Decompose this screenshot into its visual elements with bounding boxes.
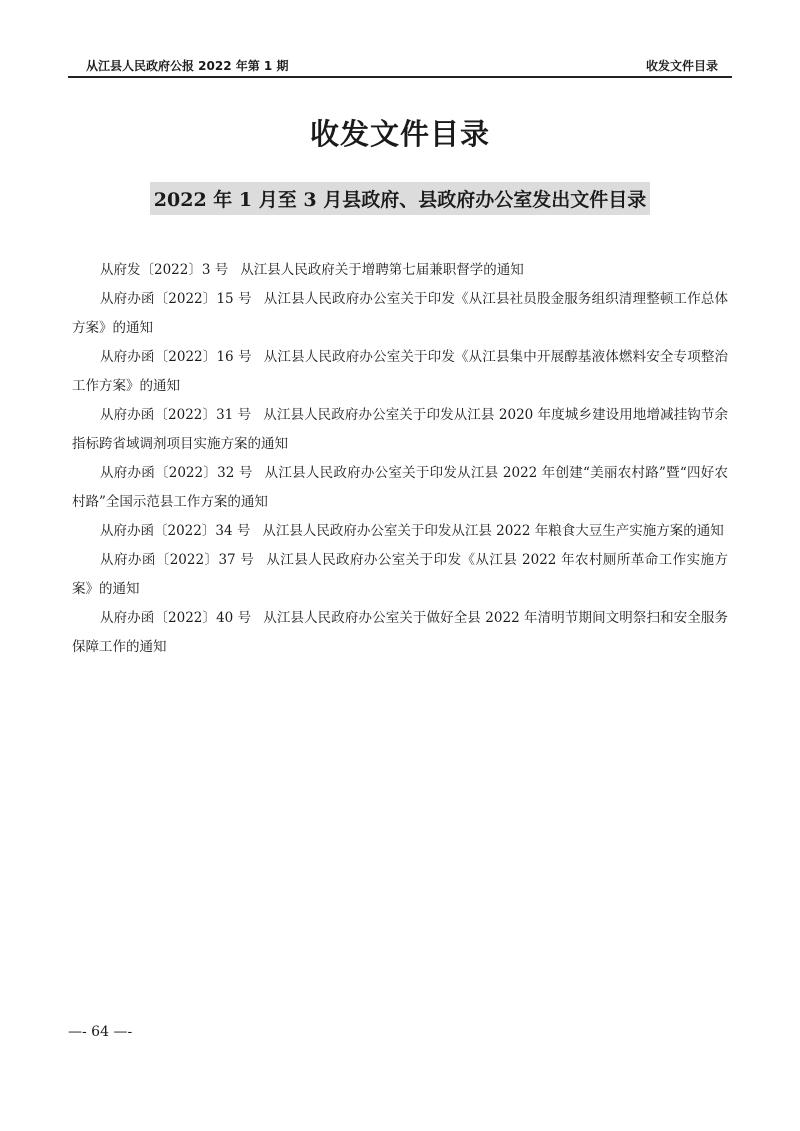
document-title: 从江县人民政府办公室关于印发从江县 2022 年创建“美丽农村路”暨“四好农村路”全国示范县工作方案的通知 <box>72 465 728 510</box>
document-number: 从府办函〔2022〕32 号 <box>100 465 253 481</box>
document-title: 从江县人民政府办公室关于做好全县 2022 年清明节期间文明祭扫和安全服务保障工作的通知 <box>72 610 728 655</box>
document-title: 从江县人民政府办公室关于印发《从江县社员股金服务组织清理整顿工作总体方案》的通知 <box>72 291 729 336</box>
document-list <box>72 256 728 662</box>
subtitle-container <box>0 182 800 215</box>
list-item <box>72 546 728 604</box>
document-title: 从江县人民政府办公室关于印发《从江县 2022 年农村厕所革命工作实施方案》的通知 <box>72 552 728 597</box>
document-number: 从府办函〔2022〕16 号 <box>100 349 252 365</box>
document-number: 从府办函〔2022〕15 号 <box>100 291 252 307</box>
page-number: —- 64 —- <box>68 1024 133 1040</box>
document-number: 从府办函〔2022〕31 号 <box>100 407 252 423</box>
document-title: 从江县人民政府关于增聘第七届兼职督学的通知 <box>240 262 524 278</box>
list-item <box>72 285 728 343</box>
list-item <box>72 459 728 517</box>
document-title: 从江县人民政府办公室关于印发从江县 2022 年粮食大豆生产实施方案的通知 <box>262 523 724 539</box>
document-number: 从府办函〔2022〕34 号 <box>100 523 251 539</box>
list-item <box>72 343 728 401</box>
document-number: 从府办函〔2022〕37 号 <box>100 552 255 568</box>
list-item <box>72 256 728 285</box>
document-title: 从江县人民政府办公室关于印发《从江县集中开展醇基液体燃料安全专项整治工作方案》的通知 <box>72 349 729 394</box>
list-item <box>72 604 728 662</box>
document-title: 从江县人民政府办公室关于印发从江县 2020 年度城乡建设用地增减挂钩节余指标跨省域调剂项目实施方案的通知 <box>72 407 728 452</box>
header-section: 收发文件目录 <box>645 59 718 73</box>
header-publication: 从江县人民政府公报 2022 年第 1 期 <box>86 59 289 73</box>
document-number: 从府发〔2022〕3 号 <box>100 262 229 278</box>
running-header <box>68 56 732 78</box>
document-number: 从府办函〔2022〕40 号 <box>100 610 252 626</box>
page-title: 收发文件目录 <box>309 117 490 151</box>
list-item <box>72 401 728 459</box>
list-item <box>72 517 728 546</box>
page-subtitle: 2022 年 1 月至 3 月县政府、县政府办公室发出文件目录 <box>150 182 650 215</box>
